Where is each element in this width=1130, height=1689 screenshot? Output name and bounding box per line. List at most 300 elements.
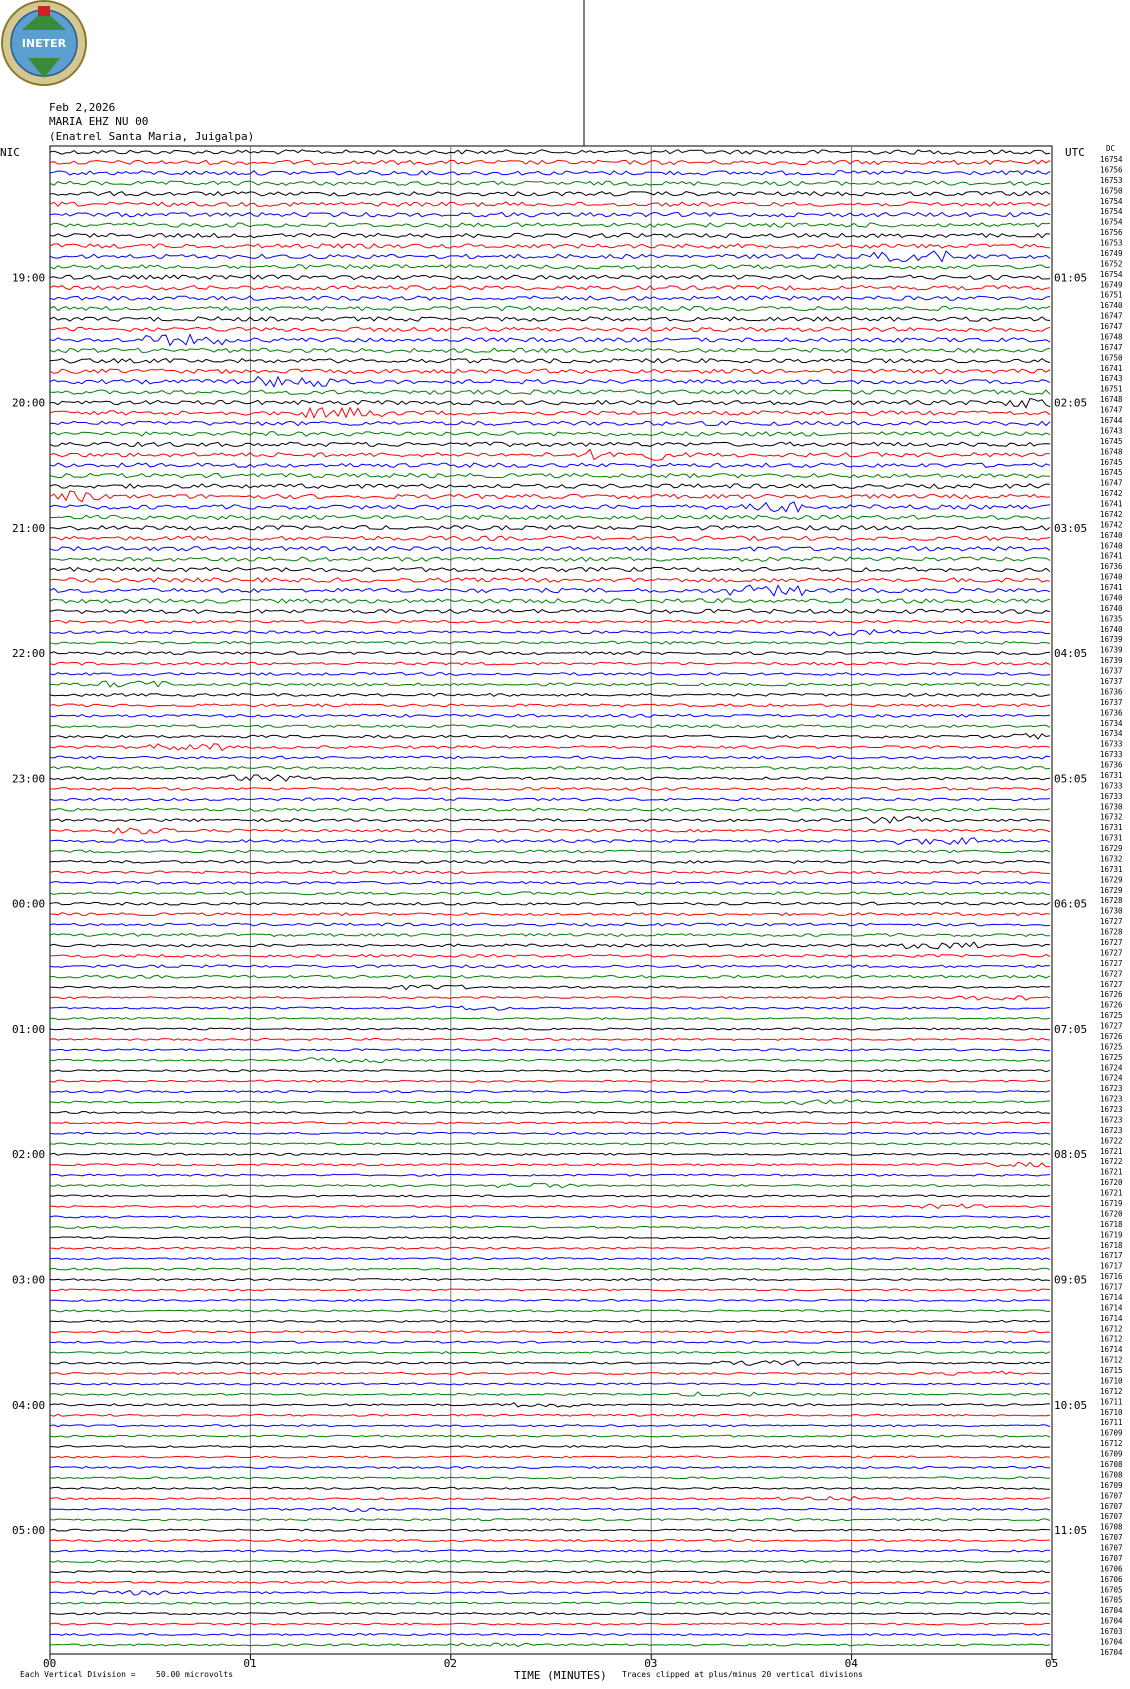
dc-offset-label: 16740 (1100, 624, 1123, 634)
dc-offset-label: 16740 (1100, 603, 1123, 613)
dc-offset-label: 16730 (1100, 802, 1123, 812)
seismic-trace (50, 491, 1050, 502)
dc-offset-label: 16717 (1100, 1282, 1123, 1292)
dc-offset-label: 16709 (1100, 1449, 1123, 1459)
seismic-trace (50, 1331, 1050, 1333)
right-zone-label: UTC (1065, 146, 1085, 159)
dc-offset-label: 16736 (1100, 760, 1123, 770)
left-hour-label: 02:00 (12, 1148, 46, 1162)
seismic-trace (50, 212, 1050, 216)
dc-offset-label: 16721 (1100, 1146, 1123, 1156)
right-hour-label: 07:05 (1054, 1023, 1088, 1036)
x-tick-label: 05 (1045, 1657, 1059, 1670)
seismic-trace (50, 1070, 1050, 1072)
seismic-trace (50, 202, 1050, 206)
dc-offset-label: 16708 (1100, 1470, 1123, 1480)
dc-offset-label: 16737 (1100, 697, 1123, 707)
dc-offset-label: 16742 (1100, 489, 1123, 499)
seismic-trace (50, 484, 1050, 488)
dc-offset-label: 16731 (1100, 864, 1123, 874)
dc-offset-label: 16737 (1100, 677, 1123, 686)
x-tick-label: 01 (243, 1657, 257, 1670)
dc-offset-label: 16745 (1100, 468, 1123, 478)
dc-offset-label: 16754 (1100, 155, 1123, 164)
dc-offset-label: 16752 (1100, 259, 1123, 269)
seismic-trace (50, 1122, 1050, 1124)
dc-offset-label: 16714 (1100, 1345, 1123, 1355)
dc-offset-label: 16728 (1100, 927, 1123, 937)
seismic-trace (50, 1237, 1050, 1239)
seismic-trace (50, 599, 1050, 603)
dc-offset-label: 16725 (1100, 1042, 1123, 1052)
dc-offset-label: 16723 (1100, 1125, 1123, 1135)
dc-offset-label: 16729 (1100, 844, 1123, 853)
dc-offset-label: 16754 (1100, 207, 1123, 217)
dc-offset-label: 16718 (1100, 1240, 1123, 1250)
seismic-trace (50, 1496, 1050, 1500)
seismic-trace (50, 1204, 1050, 1209)
seismic-trace (50, 171, 1050, 175)
left-hour-label: 23:00 (12, 772, 46, 786)
x-tick-label: 03 (644, 1657, 658, 1670)
seismic-trace (50, 585, 1050, 596)
seismic-trace (50, 275, 1050, 279)
right-hour-label: 10:05 (1054, 1398, 1088, 1412)
seismic-trace (50, 432, 1050, 436)
seismic-trace (50, 1049, 1050, 1051)
seismic-trace (50, 547, 1050, 551)
seismic-trace (50, 327, 1050, 331)
left-hour-label: 05:00 (12, 1524, 46, 1538)
seismic-trace (50, 557, 1050, 561)
seismic-trace (50, 233, 1050, 237)
dc-offset-label: 16736 (1100, 562, 1123, 572)
dc-offset-label: 16714 (1100, 1313, 1123, 1323)
dc-offset-label: 16722 (1100, 1157, 1123, 1167)
dc-offset-label: 16726 (1100, 990, 1123, 1000)
dc-offset-label: 16712 (1100, 1386, 1123, 1396)
right-hour-label: 05:05 (1054, 772, 1088, 786)
seismic-trace (50, 1425, 1050, 1427)
seismic-trace (50, 892, 1050, 895)
dc-offset-label: 16730 (1100, 906, 1123, 916)
seismic-trace (50, 1643, 1050, 1646)
dc-offset-label: 16749 (1100, 249, 1123, 258)
seismic-trace (50, 798, 1050, 801)
seismic-trace (50, 744, 1050, 751)
seismic-trace (50, 1310, 1050, 1312)
x-tick-label: 04 (844, 1657, 858, 1670)
dc-offset-label: 16719 (1100, 1230, 1123, 1240)
seismic-trace (50, 335, 1050, 346)
right-hour-label: 02:05 (1054, 396, 1088, 410)
seismic-trace (50, 1299, 1050, 1301)
dc-offset-label: 16707 (1100, 1554, 1123, 1563)
seismic-trace (50, 955, 1050, 958)
seismic-trace (50, 965, 1050, 968)
seismic-trace (50, 536, 1050, 540)
seismic-trace (50, 1183, 1050, 1188)
dc-offset-label: 16741 (1100, 551, 1123, 561)
seismic-trace (50, 1571, 1050, 1573)
dc-offset-label: 16706 (1100, 1564, 1123, 1574)
dc-offset-label: 16712 (1100, 1334, 1123, 1344)
seismic-trace (50, 296, 1050, 300)
seismic-trace (50, 714, 1050, 717)
header-location: (Enatrel Santa Maria, Juigalpa) (49, 130, 255, 143)
seismic-trace (50, 609, 1050, 613)
seismic-trace (50, 704, 1050, 707)
dc-offset-label: 16733 (1100, 781, 1123, 791)
dc-offset-label: 16706 (1100, 1574, 1123, 1584)
dc-offset-label: 16728 (1100, 896, 1123, 906)
seismic-trace (50, 1477, 1050, 1479)
seismic-trace (50, 942, 1050, 949)
seismic-trace (50, 192, 1050, 196)
seismic-trace (50, 913, 1050, 916)
seismic-trace (50, 808, 1050, 811)
seismic-trace (50, 1392, 1050, 1396)
plot-frame (50, 146, 1052, 1654)
dc-offset-label: 16705 (1100, 1595, 1123, 1605)
right-hour-label: 09:05 (1054, 1273, 1088, 1287)
dc-offset-label: 16754 (1100, 217, 1123, 227)
seismic-trace (50, 1361, 1050, 1366)
dc-offset-label: 16714 (1100, 1303, 1123, 1313)
seismic-trace (50, 1602, 1050, 1604)
seismic-trace (50, 1435, 1050, 1437)
dc-offset-label: 16747 (1100, 311, 1123, 321)
seismic-trace (50, 1383, 1050, 1385)
seismic-trace (50, 641, 1050, 644)
dc-offset-label: 16754 (1100, 196, 1123, 206)
seismic-trace (50, 377, 1050, 387)
microvolts-note: 50.00 microvolts (156, 1670, 234, 1679)
seismic-trace (50, 734, 1050, 739)
seismic-trace (50, 515, 1050, 519)
seismic-trace (50, 1132, 1050, 1134)
dc-offset-label: 16711 (1100, 1418, 1123, 1428)
seismic-trace (50, 160, 1050, 164)
dc-offset-label: 16727 (1100, 917, 1123, 927)
dc-offset-label: 16745 (1100, 436, 1123, 446)
seismic-trace (50, 1508, 1050, 1512)
dc-offset-label: 16741 (1100, 583, 1123, 592)
seismic-trace (50, 861, 1050, 864)
dc-offset-label: 16710 (1100, 1376, 1123, 1386)
dc-offset-label: 16740 (1100, 530, 1123, 540)
dc-offset-label: 16727 (1100, 969, 1123, 979)
dc-offset-label: 16727 (1100, 979, 1123, 989)
dc-offset-label: 16704 (1100, 1647, 1123, 1657)
seismic-trace (50, 1279, 1050, 1281)
left-hour-label: 22:00 (12, 647, 46, 661)
seismic-trace (50, 673, 1050, 676)
dc-offset-label: 16723 (1100, 1115, 1123, 1125)
dc-offset-label: 16719 (1100, 1199, 1123, 1208)
seismic-trace (50, 567, 1050, 571)
seismic-trace (50, 767, 1050, 770)
logo-label: INETER (21, 37, 67, 50)
dc-offset-label: 16703 (1100, 1627, 1123, 1636)
dc-offset-label: 16745 (1100, 457, 1123, 467)
seismic-trace (50, 526, 1050, 530)
dc-offset-label: 16732 (1100, 854, 1123, 864)
dc-offset-label: 16734 (1100, 729, 1123, 739)
dc-offset-label: 16749 (1100, 280, 1123, 290)
dc-offset-label: 16718 (1100, 1219, 1123, 1229)
dc-offset-label: 16723 (1100, 1105, 1123, 1114)
x-axis-label: TIME (MINUTES) (514, 1669, 607, 1682)
seismic-trace (50, 408, 1050, 418)
dc-offset-label: 16731 (1100, 771, 1123, 780)
seismic-trace (50, 788, 1050, 791)
dc-offset-label: 16744 (1100, 416, 1123, 425)
dc-offset-label: 16720 (1100, 1209, 1123, 1219)
dc-offset-label: 16748 (1100, 332, 1123, 342)
trace-layer (50, 150, 1050, 1647)
seismic-trace (50, 369, 1050, 373)
seismic-trace (50, 1560, 1050, 1562)
seismic-trace (50, 1456, 1050, 1458)
seismic-trace (50, 1226, 1050, 1228)
dc-offset-label: 16740 (1100, 301, 1123, 311)
seismic-trace (50, 975, 1050, 978)
seismic-trace (50, 1080, 1050, 1082)
dc-offset-label: 16707 (1100, 1491, 1123, 1501)
dc-offset-label: 16712 (1100, 1324, 1123, 1334)
dc-offset-label: 16737 (1100, 666, 1123, 676)
seismic-trace (50, 1247, 1050, 1249)
dc-offset-label: 16710 (1100, 1407, 1123, 1417)
header-station: MARIA EHZ NU 00 (49, 115, 149, 128)
seismic-trace (50, 1519, 1050, 1521)
seismic-trace (50, 181, 1050, 185)
dc-heading: DC (1106, 144, 1116, 153)
dc-offset-label: 16720 (1100, 1178, 1123, 1188)
dc-offset-label: 16747 (1100, 322, 1123, 331)
seismic-trace (50, 1289, 1050, 1291)
dc-offset-label: 16754 (1100, 269, 1123, 279)
dc-offset-label: 16742 (1100, 520, 1123, 530)
dc-offset-label: 16733 (1100, 791, 1123, 801)
seismic-trace (50, 1006, 1050, 1010)
seismic-trace (50, 681, 1050, 687)
seismic-trace (50, 1550, 1050, 1552)
seismic-trace (50, 828, 1050, 834)
seismic-trace (50, 996, 1050, 1000)
dc-offset-label: 16756 (1100, 165, 1123, 175)
dc-offset-label: 16704 (1100, 1606, 1123, 1616)
seismic-trace (50, 244, 1050, 248)
seismic-trace (50, 1613, 1050, 1615)
seismic-trace (50, 442, 1050, 446)
dc-offset-label: 16717 (1100, 1261, 1123, 1271)
seismic-trace (50, 1091, 1050, 1093)
dc-offset-label: 16705 (1100, 1585, 1123, 1595)
left-hour-label: 03:00 (12, 1273, 46, 1287)
dc-offset-label: 16711 (1100, 1397, 1123, 1407)
left-hour-label: 00:00 (12, 897, 46, 911)
seismic-trace (50, 725, 1050, 728)
dc-offset-label: 16707 (1100, 1543, 1123, 1553)
dc-offset-label: 16729 (1100, 885, 1123, 895)
dc-offset-label: 16740 (1100, 541, 1123, 551)
dc-offset-label: 16748 (1100, 395, 1123, 405)
seismic-trace (50, 756, 1050, 759)
dc-offset-label: 16741 (1100, 363, 1123, 373)
seismic-trace (50, 985, 1050, 990)
dc-offset-label: 16708 (1100, 1522, 1123, 1532)
seismic-trace (50, 286, 1050, 290)
seismic-trace (50, 150, 1050, 154)
right-hour-labels (1054, 271, 1087, 1537)
dc-offset-label: 16751 (1100, 384, 1123, 394)
seismic-trace (50, 850, 1050, 853)
dc-offset-label: 16707 (1100, 1501, 1123, 1511)
dc-offset-label: 16709 (1100, 1480, 1123, 1490)
dc-offset-label: 16736 (1100, 708, 1123, 718)
dc-offset-label: 16742 (1100, 510, 1123, 519)
seismic-trace (50, 449, 1050, 460)
dc-offset-label: 16725 (1100, 1011, 1123, 1021)
seismic-trace (50, 463, 1050, 467)
seismic-trace (50, 881, 1050, 884)
dc-offset-label: 16743 (1100, 374, 1123, 384)
dc-offset-label: 16723 (1100, 1084, 1123, 1094)
seismic-trace (50, 223, 1050, 227)
seismic-trace (50, 578, 1050, 582)
seismic-trace (50, 1581, 1050, 1583)
dc-offset-label: 16743 (1100, 426, 1123, 436)
seismic-trace (50, 265, 1050, 269)
dc-offset-label: 16739 (1100, 645, 1123, 655)
seismic-trace (50, 1466, 1050, 1468)
dc-offset-label: 16731 (1100, 833, 1123, 843)
left-zone-label: NIC (0, 146, 20, 159)
right-hour-label: 03:05 (1054, 521, 1088, 535)
dc-offset-label: 16734 (1100, 718, 1123, 728)
dc-offset-label: 16717 (1100, 1251, 1123, 1261)
dc-offset-label: 16747 (1100, 478, 1123, 488)
dc-offset-labels (1100, 155, 1123, 1657)
dc-offset-label: 16704 (1100, 1616, 1123, 1626)
seismic-trace (50, 1100, 1050, 1105)
dc-offset-label: 16726 (1100, 1000, 1123, 1010)
seismic-trace (50, 1162, 1050, 1167)
seismic-trace (50, 1258, 1050, 1260)
dc-offset-label: 16751 (1100, 290, 1123, 300)
seismic-trace (50, 1446, 1050, 1448)
seismic-trace (50, 359, 1050, 363)
dc-offset-label: 16727 (1100, 948, 1123, 958)
dc-offset-label: 16727 (1100, 958, 1123, 968)
dc-offset-label: 16735 (1100, 614, 1123, 624)
seismic-trace (50, 1591, 1050, 1596)
seismic-trace (50, 421, 1050, 425)
seismic-trace (50, 1487, 1050, 1489)
dc-offset-label: 16750 (1100, 186, 1123, 196)
seismic-trace (50, 1018, 1050, 1020)
dc-offset-label: 16740 (1100, 593, 1123, 603)
seismic-trace (50, 1352, 1050, 1354)
dc-offset-label: 16747 (1100, 405, 1123, 415)
seismic-trace (50, 1058, 1050, 1063)
seismic-trace (50, 1195, 1050, 1197)
dc-offset-label: 16739 (1100, 656, 1123, 666)
right-hour-label: 08:05 (1054, 1148, 1088, 1162)
seismic-trace (50, 620, 1050, 623)
seismic-trace (50, 775, 1050, 781)
seismic-trace (50, 694, 1050, 697)
dc-offset-label: 16714 (1100, 1293, 1123, 1302)
seismic-trace (50, 1623, 1050, 1625)
dc-offset-label: 16708 (1100, 1460, 1123, 1469)
seismic-trace (50, 1143, 1050, 1145)
seismic-trace (50, 1414, 1050, 1416)
clip-note: Traces clipped at plus/minus 20 vertical divisions (622, 1670, 863, 1679)
dc-offset-label: 16741 (1100, 499, 1123, 509)
dc-offset-label: 16716 (1100, 1272, 1123, 1282)
right-hour-label: 04:05 (1054, 647, 1088, 661)
dc-offset-label: 16704 (1100, 1637, 1123, 1647)
x-tick-label: 00 (43, 1657, 57, 1670)
dc-offset-label: 16729 (1100, 875, 1123, 885)
dc-offset-label: 16736 (1100, 687, 1123, 697)
left-hour-label: 19:00 (12, 271, 46, 285)
vertical-division-note: Each Vertical Division = (20, 1670, 136, 1679)
dc-offset-label: 16721 (1100, 1188, 1123, 1198)
seismic-trace (50, 923, 1050, 926)
seismic-trace (50, 1320, 1050, 1322)
seismic-trace (50, 1371, 1050, 1375)
left-hour-label: 20:00 (12, 396, 46, 410)
seismic-trace (50, 817, 1050, 824)
seismic-trace (50, 399, 1050, 408)
seismic-trace (50, 1174, 1050, 1176)
dc-offset-label: 16725 (1100, 1052, 1123, 1062)
seismic-trace (50, 1038, 1050, 1040)
seismic-trace (50, 306, 1050, 310)
seismic-trace (50, 902, 1050, 905)
dc-offset-label: 16748 (1100, 447, 1123, 457)
x-tick-label: 02 (443, 1657, 458, 1670)
right-hour-label: 11:05 (1054, 1524, 1088, 1538)
left-hour-label: 01:00 (12, 1023, 46, 1036)
right-hour-label: 06:05 (1054, 897, 1088, 911)
seismic-trace (50, 1028, 1050, 1030)
minute-gridlines (250, 146, 851, 1654)
ineter-logo (2, 1, 86, 85)
seismic-trace (50, 1112, 1050, 1114)
dc-offset-label: 16721 (1100, 1167, 1123, 1177)
seismic-trace (50, 1403, 1050, 1408)
dc-offset-label: 16712 (1100, 1439, 1123, 1449)
seismic-trace (50, 317, 1050, 321)
seismic-trace (50, 1341, 1050, 1343)
header-date: Feb 2,2026 (49, 101, 116, 114)
seismic-trace (50, 871, 1050, 874)
dc-offset-label: 16747 (1100, 342, 1123, 352)
dc-offset-label: 16731 (1100, 823, 1123, 833)
seismic-trace (50, 1540, 1050, 1542)
dc-offset-label: 16753 (1100, 175, 1123, 185)
seismic-trace (50, 502, 1050, 512)
seismic-trace (50, 1529, 1050, 1531)
seismic-trace (50, 1634, 1050, 1636)
left-hour-labels (12, 271, 45, 1537)
seismic-trace (50, 652, 1050, 655)
